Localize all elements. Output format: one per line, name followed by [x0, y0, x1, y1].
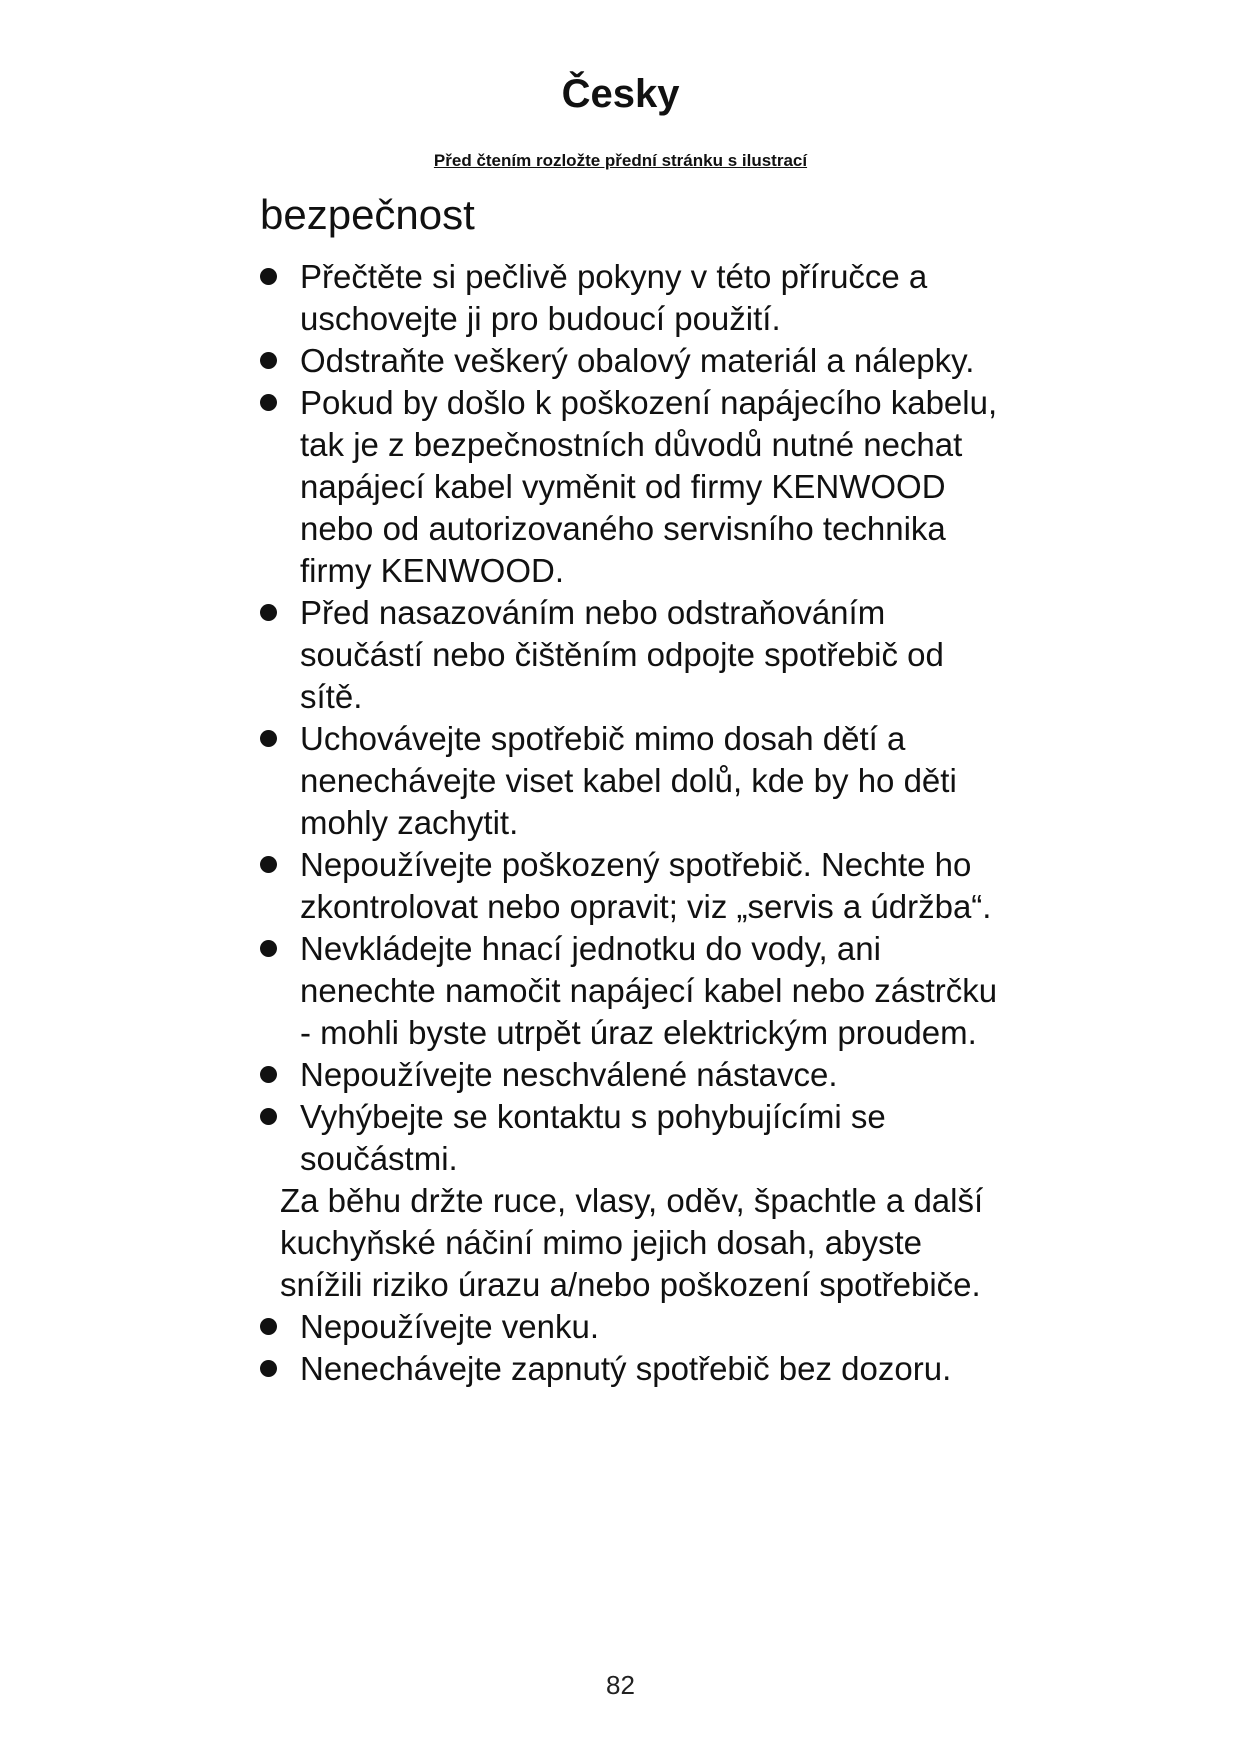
- bullet-icon: [260, 1108, 277, 1125]
- list-item: [258, 382, 998, 592]
- list-item-text: Nenechávejte zapnutý spotřebič bez dozoru.: [300, 1350, 952, 1387]
- list-item-text: Nepoužívejte venku.: [300, 1308, 600, 1345]
- page-title: Česky: [561, 72, 680, 116]
- bullet-icon: [260, 394, 277, 411]
- bullet-icon: [260, 268, 277, 285]
- list-item-text: Nepoužívejte neschválené nástavce.: [300, 1056, 838, 1093]
- list-item: [258, 928, 998, 1054]
- list-item-text: Odstraňte veškerý obalový materiál a nálepky.: [300, 342, 975, 379]
- list-item: [258, 1348, 998, 1390]
- bullet-icon: [260, 940, 277, 957]
- list-item: [258, 256, 998, 340]
- bullet-icon: [260, 604, 277, 621]
- list-item: [258, 1054, 998, 1096]
- list-item-continuation: Za běhu držte ruce, vlasy, oděv, špachtle a další kuchyňské náčiní mimo jejich dosah, abyste snížili riziko úrazu a/nebo poškození spotřebiče.: [280, 1182, 984, 1303]
- list-item-text: Vyhýbejte se kontaktu s pohybujícími se součástmi.: [300, 1098, 886, 1177]
- list-item-text: Před nasazováním nebo odstraňováním součástí nebo čištěním odpojte spotřebič od sítě.: [300, 594, 944, 715]
- bullet-icon: [260, 352, 277, 369]
- list-item-text: Uchovávejte spotřebič mimo dosah dětí a nenechávejte viset kabel dolů, kde by ho děti mohly zachytit.: [300, 720, 957, 841]
- bullet-icon: [260, 1066, 277, 1083]
- section-heading: bezpečnost: [260, 191, 475, 238]
- list-item: [258, 844, 998, 928]
- bullet-icon: [260, 730, 277, 747]
- list-item-text: Pokud by došlo k poškození napájecího kabelu, tak je z bezpečnostních důvodů nutné nechat napájecí kabel vyměnit od firmy KENWOOD nebo od autorizovaného servisního technika firmy KENWOOD.: [300, 384, 998, 589]
- subtitle-instruction: Před čtením rozložte přední stránku s ilustrací: [433, 151, 808, 170]
- list-item: [258, 1096, 998, 1180]
- list-item: [258, 340, 998, 382]
- list-item-text: Nepoužívejte poškozený spotřebič. Nechte ho zkontrolovat nebo opravit; viz „servis a údržba“.: [300, 846, 992, 925]
- list-item: [258, 718, 998, 844]
- list-item: [258, 592, 998, 718]
- list-item: [258, 1306, 998, 1348]
- list-item-text: Nevkládejte hnací jednotku do vody, ani nenechte namočit napájecí kabel nebo zástrčku - mohli byste utrpět úraz elektrickým proudem.: [300, 930, 998, 1051]
- page-number: 82: [606, 1670, 635, 1700]
- bullet-icon: [260, 856, 277, 873]
- list-item-text: Přečtěte si pečlivě pokyny v této příručce a uschovejte ji pro budoucí použití.: [300, 258, 928, 337]
- bullet-icon: [260, 1318, 277, 1335]
- safety-list: [258, 256, 998, 1390]
- bullet-icon: [260, 1360, 277, 1377]
